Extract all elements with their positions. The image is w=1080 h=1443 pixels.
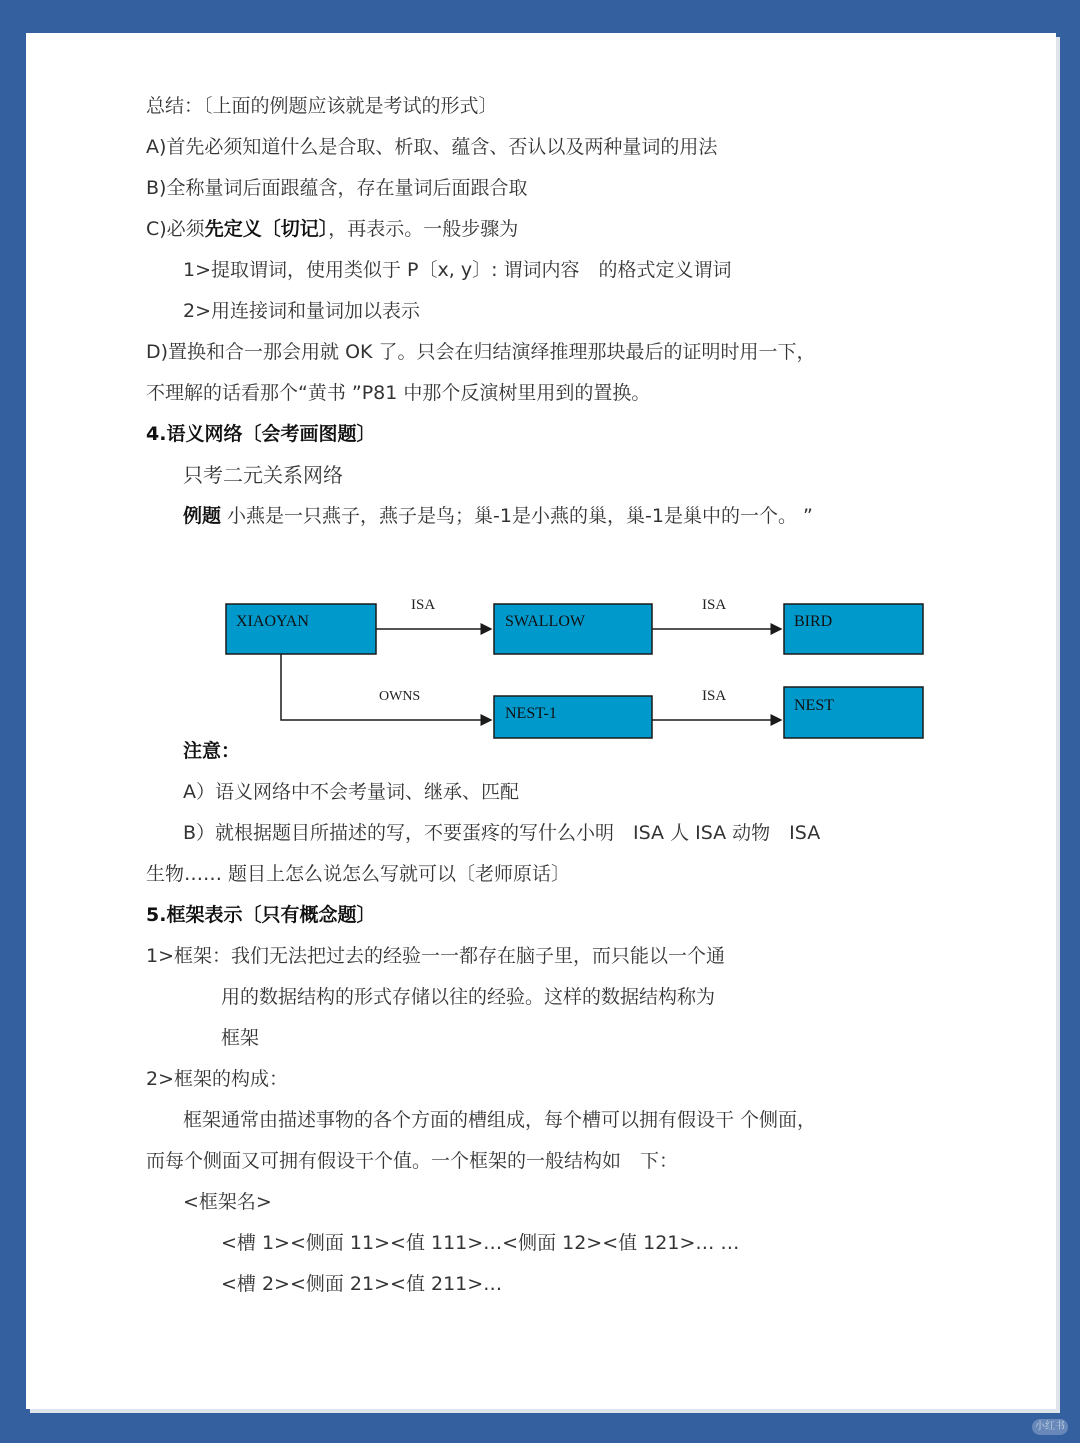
frame-definition-cont: 用的数据结构的形式存储以往的经验。这样的数据结构称为 [221,986,716,1008]
note-heading: 注意： [183,740,241,762]
label-isa-1: ISA [411,597,436,613]
point-c [146,216,518,242]
binary-network-note: 只考二元关系网络 [183,463,343,487]
step-2: 2>用连接词和量词加以表示 [183,300,421,322]
edge-xiaoyan-nest1 [281,654,491,720]
point-a: A)首先必须知道什么是合取、析取、蕴含、否认以及两种量词的用法 [146,136,718,158]
semantic-network-diagram [216,588,936,748]
note-a: A）语义网络中不会考量词、继承、匹配 [183,781,519,803]
frame-composition-text: 框架通常由描述事物的各个方面的槽组成，每个槽可以拥有假设干 个侧面， [183,1109,817,1131]
frame-slot-2: <槽 2><侧面 21><值 211>… [221,1273,503,1295]
document-page [26,33,1056,1409]
example-label: 例题 [183,505,222,527]
step-1: 1>提取谓词，使用类似于 P〔x, y〕: 谓词内容 的格式定义谓词 [183,259,732,281]
section-4-heading: 4.语义网络〔会考画图题〕 [146,423,376,445]
summary-heading: 总结：〔上面的例题应该就是考试的形式〕 [146,95,498,117]
note-b-cont: 生物…… 题目上怎么说怎么写就可以〔老师原话〕 [146,863,571,885]
node-xiaoyan-label: XIAOYAN [236,613,309,630]
point-d: D)置换和合一那会用就 OK 了。只会在归结演绎推理那块最后的证明时用一下， [146,341,816,363]
watermark-logo: 小红书 [1032,1419,1068,1435]
example-line [183,503,813,529]
frame-definition: 1>框架：我们无法把过去的经验一一都存在脑子里，而只能以一个通 [146,945,726,967]
point-c-emphasis: 先定义〔切记〕 [204,218,329,240]
point-b: B)全称量词后面跟蕴含，存在量词后面跟合取 [146,177,528,199]
frame-composition-heading: 2>框架的构成： [146,1068,289,1090]
section-5-heading: 5.框架表示〔只有概念题〕 [146,904,376,926]
label-owns: OWNS [379,689,421,704]
node-swallow-label: SWALLOW [505,613,585,630]
node-nest1-label: NEST-1 [505,705,557,722]
frame-slot-1: <槽 1><侧面 11><值 111>…<侧面 12><值 121>… … [221,1232,740,1254]
point-c-prefix: C)必须 [146,218,205,240]
frame-definition-end: 框架 [221,1027,260,1049]
frame-composition-cont: 而每个侧面又可拥有假设干个值。一个框架的一般结构如 下： [146,1150,679,1172]
node-bird-label: BIRD [794,613,833,630]
point-c-suffix: ，再表示。一般步骤为 [328,218,519,240]
point-d-cont: 不理解的话看那个“黄书 ”P81 中那个反演树里用到的置换。 [146,382,651,404]
label-isa-2: ISA [702,597,727,613]
frame-name: <框架名> [183,1191,272,1213]
example-text: 小燕是一只燕子，燕子是鸟；巢-1是小燕的巢，巢-1是巢中的一个。 ” [221,505,813,527]
label-isa-3: ISA [702,688,727,704]
note-b: B）就根据题目所描述的写，不要蛋疼的写什么小明 ISA 人 ISA 动物 ISA [183,822,821,844]
node-nest-label: NEST [794,697,834,714]
